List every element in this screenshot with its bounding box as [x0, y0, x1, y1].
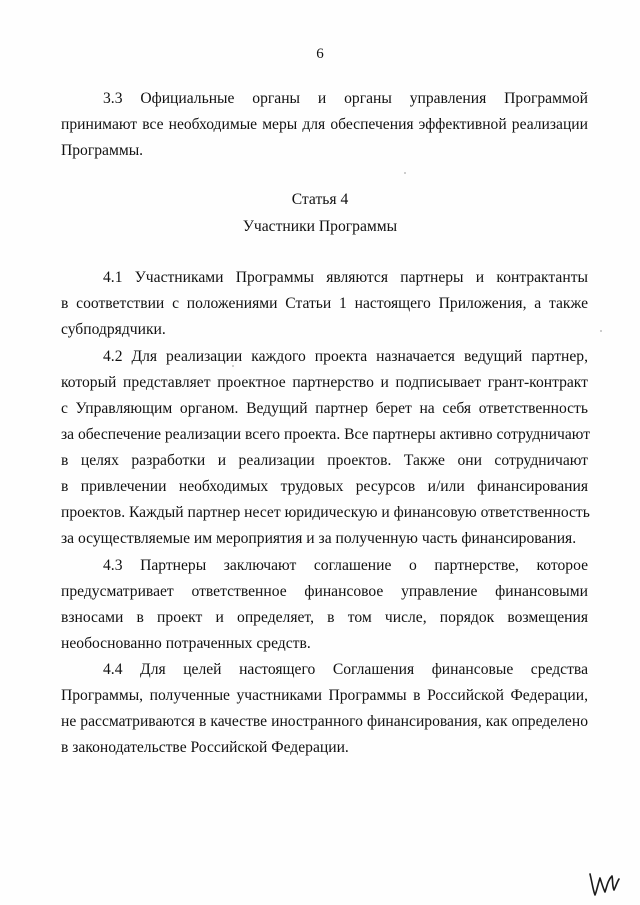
- paragraph-4-2-line-6: в привлечении необходимых трудовых ресурсов и/или финансирования: [61, 478, 588, 495]
- paragraph-4-2-line-1: 4.2 Для реализации каждого проекта назначается ведущий партнер,: [103, 348, 588, 365]
- paragraph-4-4-line-1: 4.4 Для целей настоящего Соглашения финансовые средства: [103, 661, 588, 678]
- paragraph-4-2-line-8: за осуществляемые им мероприятия и за полученную часть финансирования.: [61, 530, 577, 547]
- paragraph-4-1-line-3: субподрядчики.: [61, 321, 166, 338]
- paragraph-4-2-line-7: проектов. Каждый партнер несет юридическую и финансовую ответственность: [61, 504, 590, 521]
- paragraph-4-2-line-5: в целях разработки и реализации проектов. Также они сотрудничают: [61, 452, 588, 469]
- paragraph-4-3-line-1: 4.3 Партнеры заключают соглашение о партнерстве, которое: [103, 557, 588, 574]
- paragraph-3-3-line-2: принимают все необходимые меры для обеспечения эффективной реализации: [61, 116, 588, 133]
- paragraph-4-1-line-1: 4.1 Участниками Программы являются партнеры и контрактанты: [103, 269, 588, 286]
- paragraph-4-3-line-3: взносами в проект и определяет, в том числе, порядок возмещения: [61, 609, 588, 626]
- scan-speck: [232, 365, 234, 367]
- handwritten-initials: [586, 868, 622, 898]
- page-number: 6: [316, 46, 324, 62]
- paragraph-3-3-line-3: Программы.: [61, 142, 144, 159]
- paragraph-4-2-line-4: за обеспечение реализации всего проекта. Все партнеры активно сотрудничают: [61, 426, 591, 443]
- article-title: Статья 4: [291, 191, 349, 208]
- paragraph-4-1-line-2: в соответствии с положениями Статьи 1 настоящего Приложения, а также: [61, 295, 588, 312]
- paragraph-4-3-line-2: предусматривает ответственное финансовое управление финансовыми: [61, 583, 588, 600]
- paragraph-4-4-line-4: в законодательстве Российской Федерации.: [61, 739, 349, 756]
- article-subtitle: Участники Программы: [242, 218, 398, 235]
- paragraph-4-2-line-3: с Управляющим органом. Ведущий партнер берет на себя ответственность: [61, 400, 588, 417]
- paragraph-4-3-line-4: необоснованно потраченных средств.: [61, 635, 311, 652]
- scan-speck: [600, 330, 602, 332]
- paragraph-4-4-line-2: Программы, полученные участниками Программы в Российской Федерации,: [61, 687, 588, 704]
- scan-speck: [404, 172, 406, 174]
- paragraph-4-2-line-2: который представляет проектное партнерство и подписывает грант-контракт: [61, 374, 588, 391]
- paragraph-3-3-line-1: 3.3 Официальные органы и органы управления Программой: [103, 90, 588, 107]
- paragraph-4-4-line-3: не рассматриваются в качестве иностранного финансирования, как определено: [61, 713, 588, 730]
